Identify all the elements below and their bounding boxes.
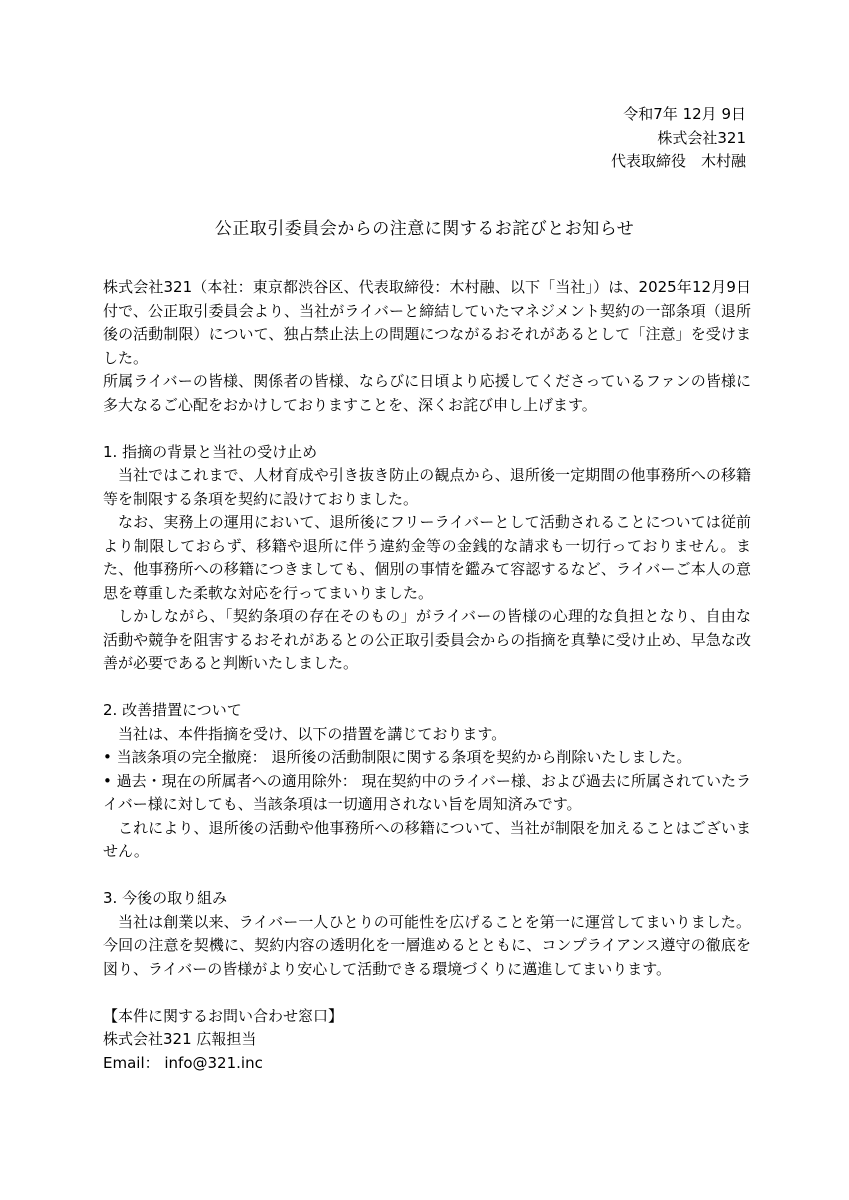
section-3-paragraph: 当社は創業以来、ライバー一人ひとりの可能性を広げることを第一に運営してまいりました。今回の注意を契機に、契約内容の透明化を一層進めるとともに、コンプライアンス遵守の徹底を図り、ライバーの皆様がより安心して活動できる環境づくりに邁進してまいります。: [103, 912, 751, 978]
spacer: [103, 676, 751, 700]
apology-paragraph: 所属ライバーの皆様、関係者の皆様、ならびに日頃より応援してくださっているファンの皆様に多大なるご心配をおかけしておりますことを、深くお詫び申し上げます。: [103, 372, 751, 414]
bullet-item: • 当該条項の完全撤廃： 退所後の活動制限に関する条項を契約から削除いたしました。: [103, 748, 692, 766]
contact-heading: 【本件に関するお問い合わせ窓口】: [103, 1006, 344, 1025]
spacer: [103, 417, 751, 441]
section-2-lead: 当社は、本件指摘を受け、以下の措置を講じております。: [118, 724, 507, 743]
contact-email: Email： info@321.inc: [103, 1053, 263, 1072]
section-1-paragraph: 当社ではこれまで、人材育成や引き抜き防止の観点から、退所後一定期間の他事務所への移籍等を制限する条項を契約に設けておりました。: [103, 466, 751, 508]
contact-department: 株式会社321 広報担当: [103, 1030, 257, 1048]
spacer: [103, 981, 751, 1005]
representative-name: 代表取締役 木村融: [610, 152, 746, 170]
company-name: 株式会社321: [657, 128, 746, 147]
issue-date: 令和7年 12月 9日: [623, 105, 746, 123]
intro-paragraph: 株式会社321（本社：東京都渋谷区、代表取締役：木村融、以下「当社」）は、2025年12月9日付で、公正取引委員会より、当社がライバーと締結していたマネジメント契約の一部条項（退所後の活動制限）について、独占禁止法上の問題につながるおそれがあるとして「注意」を受けました。: [103, 278, 751, 367]
section-3-heading: 3. 今後の取り組み: [103, 889, 228, 907]
section-2-closing: これにより、退所後の活動や他事務所への移籍について、当社が制限を加えることはございません。: [103, 818, 751, 860]
document-header: [611, 103, 746, 174]
section-1-paragraph: なお、実務上の運用において、退所後にフリーライバーとして活動されることについては従前より制限しておらず、移籍や退所に伴う違約金等の金銭的な請求も一切行っておりません。また、他事務所への移籍につきましても、個別の事情を鑑みて容認するなど、ライバーご本人の意思を尊重した柔軟な対応を行ってまいりました。: [103, 513, 751, 602]
section-2-heading: 2. 改善措置について: [103, 701, 242, 719]
bullet-item: • 過去・現在の所属者への適用除外： 現在契約中のライバー様、および過去に所属されていたライバー様に対しても、当該条項は一切適用されない旨を周知済みです。: [103, 771, 751, 813]
document-body: [103, 276, 751, 1075]
section-1-paragraph: しかしながら、「契約条項の存在そのもの」がライバーの皆様の心理的な負担となり、自由な活動や競争を阻害するおそれがあるとの公正取引委員会からの指摘を真摯に受け止め、早急な改善が必要であると判断いたしました。: [103, 607, 751, 672]
document-title: 公正取引委員会からの注意に関するお詫びとお知らせ: [214, 219, 635, 239]
section-1-heading: 1. 指摘の背景と当社の受け止め: [103, 442, 318, 461]
spacer: [103, 864, 751, 888]
